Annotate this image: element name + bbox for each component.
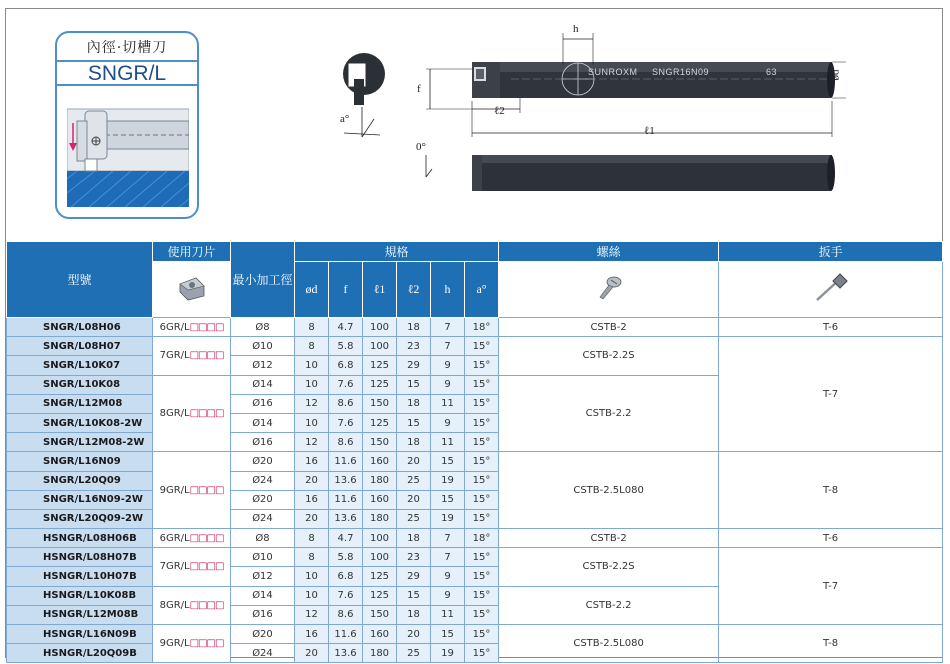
spec-l1-cell: 150 (363, 394, 397, 413)
insert-icon-cell (153, 262, 231, 318)
spec-l2-cell: 20 (397, 490, 431, 509)
insert-cell (153, 452, 231, 529)
spec-a-cell: 15° (465, 625, 499, 644)
spec-f-cell: 5.8 (329, 337, 363, 356)
spec-l1-cell: 160 (363, 625, 397, 644)
screw-icon-cell (499, 262, 719, 318)
header-l1: ℓ1 (363, 262, 397, 318)
spec-d-cell: 10 (295, 567, 329, 586)
spec-h-cell: 7 (431, 529, 465, 548)
min-bore-cell: Ø8 (231, 529, 295, 548)
spec-a-cell: 15° (465, 375, 499, 394)
spec-h-cell: 9 (431, 413, 465, 432)
spec-f-cell: 8.6 (329, 394, 363, 413)
spec-l1-cell: 150 (363, 605, 397, 624)
min-bore-cell: Ø24 (231, 644, 295, 663)
table-row (7, 452, 943, 471)
insert-code-placeholder: □□□□ (189, 561, 224, 573)
spec-l2-cell: 18 (397, 394, 431, 413)
min-bore-cell: Ø12 (231, 567, 295, 586)
spec-l1-cell: 125 (363, 586, 397, 605)
min-bore-cell: Ø20 (231, 490, 295, 509)
spec-h-cell: 9 (431, 586, 465, 605)
screw-cell: CSTB-2.2S (499, 337, 719, 375)
spec-f-cell: 8.6 (329, 433, 363, 452)
spec-l2-cell: 18 (397, 529, 431, 548)
spec-h-cell: 11 (431, 605, 465, 624)
insert-cell (153, 529, 231, 548)
badge-chinese-title: 內徑·切槽刀 (86, 40, 168, 56)
insert-code: 6GR/L (159, 321, 190, 333)
min-bore-cell: Ø10 (231, 337, 295, 356)
spec-l1-cell: 180 (363, 509, 397, 528)
spec-f-cell: 5.8 (329, 548, 363, 567)
spec-l1-cell: 125 (363, 413, 397, 432)
spec-l1-cell: 160 (363, 490, 397, 509)
spec-l2-cell: 23 (397, 337, 431, 356)
wrench-cell: T-8 (719, 452, 943, 529)
model-cell: SNGR/L20Q09 (7, 471, 153, 490)
insert-code-placeholder: □□□□ (189, 350, 224, 362)
insert-code-placeholder: □□□□ (189, 407, 224, 419)
insert-code-placeholder: □□□□ (189, 599, 224, 611)
insert-code: 9GR/L (159, 638, 190, 650)
screw-icon (594, 273, 624, 303)
min-bore-cell: Ø10 (231, 548, 295, 567)
spec-l2-cell: 20 (397, 625, 431, 644)
spec-f-cell: 8.6 (329, 605, 363, 624)
spec-l1-cell: 100 (363, 529, 397, 548)
spec-l1-cell: 180 (363, 471, 397, 490)
header-wrench: 扳手 (719, 242, 943, 262)
spec-l2-cell: 23 (397, 548, 431, 567)
model-cell: HSNGR/L10H07B (7, 567, 153, 586)
wrench-cell: T-6 (719, 529, 943, 548)
spec-h-cell: 15 (431, 490, 465, 509)
spec-f-cell: 13.6 (329, 509, 363, 528)
spec-l1-cell: 100 (363, 548, 397, 567)
spec-d-cell: 8 (295, 529, 329, 548)
spec-f-cell: 7.6 (329, 586, 363, 605)
wrench-cell: T-8 (719, 625, 943, 663)
table-row (7, 529, 943, 548)
spec-f-cell: 6.8 (329, 567, 363, 586)
spec-d-cell: 8 (295, 337, 329, 356)
screw-cell: CSTB-2.2S (499, 548, 719, 586)
wrench-icon-cell (719, 262, 943, 318)
model-cell: HSNGR/L20Q09B (7, 644, 153, 663)
dim-l1: ℓ1 (644, 125, 655, 137)
screw-cell: CSTB-2.5L080 (499, 452, 719, 529)
model-cell: HSNGR/L16N09B (7, 625, 153, 644)
spec-h-cell: 19 (431, 471, 465, 490)
min-bore-cell: Ø20 (231, 625, 295, 644)
spec-rows (7, 318, 943, 663)
spec-a-cell: 15° (465, 490, 499, 509)
min-bore-cell: Ø8 (231, 318, 295, 337)
tool-code-marking: SNGR16N09 (652, 67, 710, 77)
insert-cell (153, 548, 231, 586)
tool-brand-marking: SUNROXM (588, 67, 638, 77)
spec-d-cell: 20 (295, 644, 329, 663)
spec-h-cell: 7 (431, 337, 465, 356)
spec-f-cell: 4.7 (329, 529, 363, 548)
insert-cell (153, 625, 231, 663)
spec-a-cell: 15° (465, 605, 499, 624)
spec-l1-cell: 125 (363, 567, 397, 586)
min-bore-cell: Ø24 (231, 509, 295, 528)
table-row (7, 337, 943, 356)
header-d: ød (295, 262, 329, 318)
spec-f-cell: 13.6 (329, 471, 363, 490)
screw-cell: CSTB-2.2 (499, 375, 719, 452)
badge-series-code: SNGR/L (57, 60, 197, 86)
table-row (7, 318, 943, 337)
spec-d-cell: 20 (295, 509, 329, 528)
category-badge (55, 31, 199, 219)
insert-code-placeholder: □□□□ (189, 638, 224, 650)
model-cell: HSNGR/L08H06B (7, 529, 153, 548)
dim-d: ød (829, 69, 842, 81)
spec-l2-cell: 18 (397, 318, 431, 337)
spec-h-cell: 9 (431, 375, 465, 394)
dim-angle-a: a° (340, 113, 350, 125)
model-cell: SNGR/L10K08-2W (7, 413, 153, 432)
spec-f-cell: 11.6 (329, 452, 363, 471)
screw-cell: CSTB-2.5L080 (499, 625, 719, 663)
insert-cell (153, 337, 231, 375)
spec-l2-cell: 15 (397, 413, 431, 432)
spec-a-cell: 15° (465, 413, 499, 432)
insert-code: 9GR/L (159, 484, 190, 496)
tool-drawing-svg (326, 9, 846, 241)
spec-h-cell: 19 (431, 644, 465, 663)
min-bore-cell: Ø16 (231, 605, 295, 624)
spec-f-cell: 6.8 (329, 356, 363, 375)
spec-f-cell: 11.6 (329, 490, 363, 509)
min-bore-cell: Ø14 (231, 375, 295, 394)
dim-angle-zero: 0° (416, 141, 426, 153)
torx-wrench-icon (813, 272, 849, 304)
insert-code: 8GR/L (159, 407, 190, 419)
spec-table (6, 241, 943, 663)
spec-h-cell: 9 (431, 567, 465, 586)
spec-d-cell: 20 (295, 471, 329, 490)
spec-l2-cell: 25 (397, 471, 431, 490)
spec-a-cell: 15° (465, 471, 499, 490)
spec-d-cell: 16 (295, 490, 329, 509)
dim-h: h (573, 23, 579, 35)
technical-drawing (326, 9, 846, 241)
header-model: 型號 (7, 242, 153, 318)
spec-h-cell: 19 (431, 509, 465, 528)
table-row (7, 548, 943, 567)
model-cell: SNGR/L20Q09-2W (7, 509, 153, 528)
spec-d-cell: 8 (295, 318, 329, 337)
insert-code: 6GR/L (159, 532, 190, 544)
spec-a-cell: 15° (465, 548, 499, 567)
spec-h-cell: 15 (431, 452, 465, 471)
bore-grooving-illustration (67, 99, 189, 207)
spec-h-cell: 7 (431, 548, 465, 567)
table-row (7, 625, 943, 644)
header-spec: 規格 (295, 242, 499, 262)
model-cell: SNGR/L10K07 (7, 356, 153, 375)
min-bore-cell: Ø12 (231, 356, 295, 375)
insert-code: 7GR/L (159, 350, 190, 362)
model-cell: SNGR/L12M08 (7, 394, 153, 413)
insert-cell (153, 318, 231, 337)
spec-a-cell: 15° (465, 394, 499, 413)
model-cell: SNGR/L12M08-2W (7, 433, 153, 452)
spec-l1-cell: 180 (363, 644, 397, 663)
spec-l2-cell: 25 (397, 509, 431, 528)
insert-code-placeholder: □□□□ (189, 321, 224, 333)
dim-l2: ℓ2 (494, 105, 505, 117)
spec-h-cell: 11 (431, 394, 465, 413)
header-a: a° (465, 262, 499, 318)
spec-d-cell: 10 (295, 586, 329, 605)
spec-l2-cell: 29 (397, 567, 431, 586)
insert-code-placeholder: □□□□ (189, 484, 224, 496)
spec-a-cell: 15° (465, 433, 499, 452)
spec-f-cell: 4.7 (329, 318, 363, 337)
min-bore-cell: Ø20 (231, 452, 295, 471)
wrench-cell: T-7 (719, 337, 943, 452)
min-bore-cell: Ø24 (231, 471, 295, 490)
spec-a-cell: 15° (465, 509, 499, 528)
tool-size-marking: 63 (766, 67, 778, 77)
spec-d-cell: 8 (295, 548, 329, 567)
insert-code: 8GR/L (159, 599, 190, 611)
screw-cell: CSTB-2.2 (499, 586, 719, 624)
spec-a-cell: 15° (465, 644, 499, 663)
dim-f: f (417, 83, 421, 95)
spec-l2-cell: 15 (397, 375, 431, 394)
screw-cell: CSTB-2 (499, 318, 719, 337)
header-screw: 螺絲 (499, 242, 719, 262)
spec-d-cell: 16 (295, 625, 329, 644)
model-cell: SNGR/L16N09-2W (7, 490, 153, 509)
insert-cell (153, 586, 231, 624)
spec-f-cell: 7.6 (329, 375, 363, 394)
spec-d-cell: 10 (295, 413, 329, 432)
spec-d-cell: 16 (295, 452, 329, 471)
min-bore-cell: Ø16 (231, 394, 295, 413)
spec-h-cell: 7 (431, 318, 465, 337)
spec-f-cell: 13.6 (329, 644, 363, 663)
model-cell: HSNGR/L12M08B (7, 605, 153, 624)
spec-f-cell: 7.6 (329, 413, 363, 432)
spec-l1-cell: 100 (363, 337, 397, 356)
model-cell: HSNGR/L10K08B (7, 586, 153, 605)
product-header (6, 9, 942, 241)
model-cell: SNGR/L10K08 (7, 375, 153, 394)
spec-l1-cell: 150 (363, 433, 397, 452)
wrench-cell: T-7 (719, 548, 943, 625)
spec-a-cell: 15° (465, 356, 499, 375)
spec-l1-cell: 100 (363, 318, 397, 337)
spec-h-cell: 9 (431, 356, 465, 375)
wrench-cell: T-6 (719, 318, 943, 337)
spec-l1-cell: 125 (363, 375, 397, 394)
spec-l2-cell: 29 (397, 356, 431, 375)
screw-cell: CSTB-2 (499, 529, 719, 548)
insert-cell (153, 375, 231, 452)
spec-l1-cell: 160 (363, 452, 397, 471)
header-h: h (431, 262, 465, 318)
spec-l2-cell: 15 (397, 586, 431, 605)
spec-a-cell: 15° (465, 586, 499, 605)
spec-a-cell: 18° (465, 318, 499, 337)
header-l2: ℓ2 (397, 262, 431, 318)
spec-d-cell: 12 (295, 433, 329, 452)
spec-f-cell: 11.6 (329, 625, 363, 644)
min-bore-cell: Ø14 (231, 586, 295, 605)
header-f: f (329, 262, 363, 318)
spec-d-cell: 12 (295, 394, 329, 413)
spec-d-cell: 10 (295, 375, 329, 394)
spec-a-cell: 15° (465, 337, 499, 356)
model-cell: SNGR/L08H06 (7, 318, 153, 337)
spec-h-cell: 11 (431, 433, 465, 452)
insert-code: 7GR/L (159, 561, 190, 573)
spec-l1-cell: 125 (363, 356, 397, 375)
min-bore-cell: Ø16 (231, 433, 295, 452)
header-insert: 使用刀片 (153, 242, 231, 262)
insert-code-placeholder: □□□□ (189, 532, 224, 544)
spec-h-cell: 15 (431, 625, 465, 644)
spec-a-cell: 18° (465, 529, 499, 548)
spec-a-cell: 15° (465, 452, 499, 471)
header-min-bore: 最小加工徑 (231, 242, 295, 318)
spec-d-cell: 12 (295, 605, 329, 624)
spec-d-cell: 10 (295, 356, 329, 375)
catalog-page (5, 8, 943, 658)
grooving-insert-icon (174, 274, 210, 302)
spec-l2-cell: 18 (397, 605, 431, 624)
model-cell: SNGR/L08H07 (7, 337, 153, 356)
model-cell: HSNGR/L08H07B (7, 548, 153, 567)
min-bore-cell: Ø14 (231, 413, 295, 432)
spec-l2-cell: 25 (397, 644, 431, 663)
model-cell: SNGR/L16N09 (7, 452, 153, 471)
spec-l2-cell: 20 (397, 452, 431, 471)
spec-a-cell: 15° (465, 567, 499, 586)
spec-l2-cell: 18 (397, 433, 431, 452)
